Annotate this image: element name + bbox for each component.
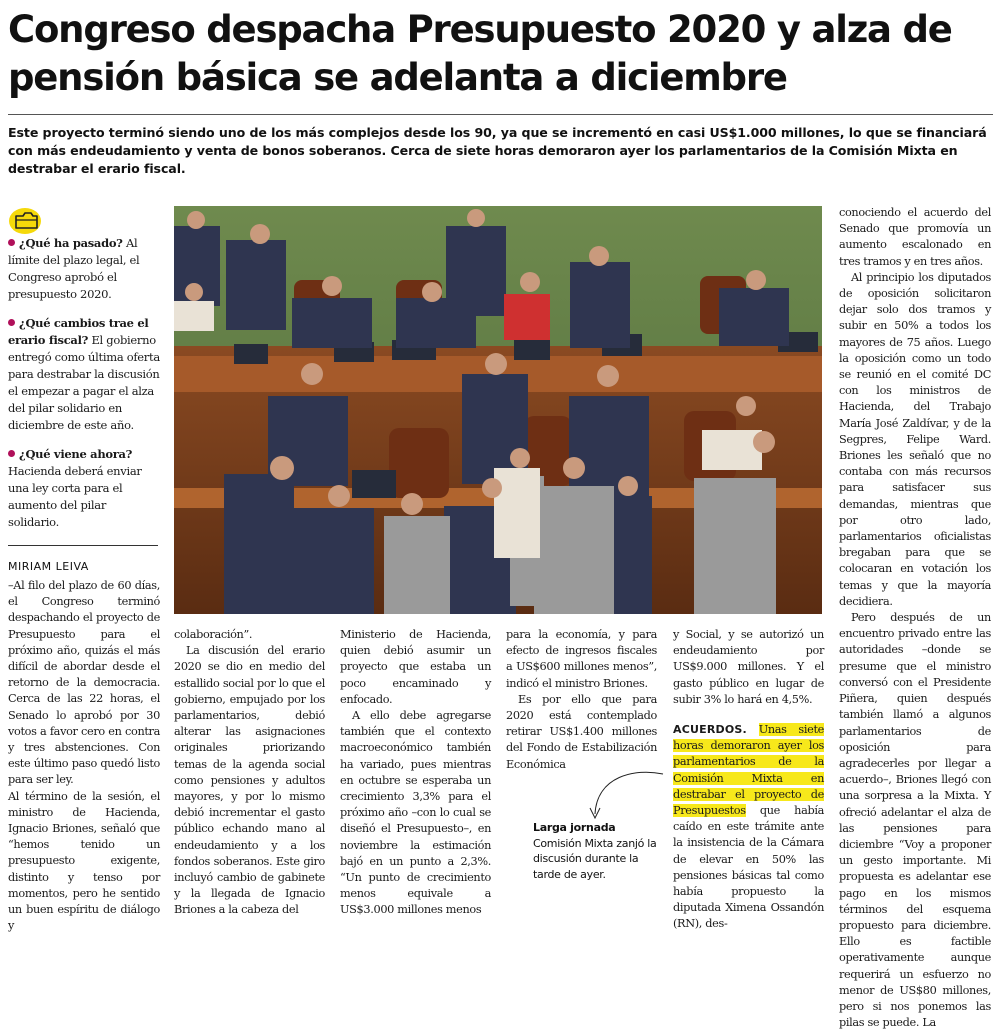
caption-title: Larga jornada xyxy=(533,821,616,834)
paragraph: Es por ello que para 2020 está contemplado retirar US$1.400 millones del Fondo de Estabilización Económica xyxy=(506,692,657,771)
bullet-icon xyxy=(8,319,15,326)
body-column-3 xyxy=(340,627,491,919)
faq-answer: Hacienda deberá enviar una ley corta para el aumento del pilar solidario. xyxy=(8,464,142,529)
faq-answer: El gobierno entregó como última oferta para destrabar la discusión el empezar a pagar el alza del pilar solidario en diciembre de este año. xyxy=(8,333,160,432)
body-column-4 xyxy=(506,627,657,773)
faq-item xyxy=(8,315,160,434)
faq-question: ¿Qué ha pasado? xyxy=(19,236,123,250)
section-kicker: ACUERDOS. xyxy=(673,723,747,737)
congress-photo xyxy=(174,206,822,614)
paragraph: para la economía, y para efecto de ingresos fiscales a US$600 millones menos”, indicó el ministro Briones. xyxy=(506,628,657,690)
caption-text: Comisión Mixta zanjó la discusión durante la tarde de ayer. xyxy=(533,836,657,881)
paragraph: colaboración”. xyxy=(174,628,253,641)
briefcase-icon xyxy=(8,204,44,234)
faq-answer: Al límite del plazo legal, el Congreso aprobó el presupuesto 2020. xyxy=(8,236,140,301)
caption-arrow-icon xyxy=(585,770,665,822)
text-run: que había caído en este trámite ante la insistencia de la Cámara de elevar en 50% las pensiones básicas tal como había propuesto la diputada Ximena Ossandón (RN), des- xyxy=(673,804,824,931)
headline-rule xyxy=(8,114,993,115)
paragraph: Ministerio de Hacienda, quien debió asumir un proyecto que estaba un poco encaminado y enfocado. xyxy=(340,628,491,706)
paragraph: Al principio los diputados de oposición solicitaron dejar solo dos tramos y subir en 50% a todos los mayores de 75 años. Luego la oposición como un todo se reunió en el comité DC con los ministros de Hacienda, del Trabajo María José Zaldívar, y de la Segpres, Felipe Ward. Briones les señaló que no contaba con más recursos para satisfacer sus demandas, mientras que por otro lado, parlamentarios oficialistas bregaban para que se colocaran en votación los temas y que la mayoría decidiera. xyxy=(839,270,991,608)
faq-item xyxy=(8,446,160,531)
paragraph: conociendo el acuerdo del Senado que promovía un aumento escalonado en tres tramos y en tres años. xyxy=(839,206,991,268)
bullet-icon xyxy=(8,450,15,457)
paragraph: A ello debe agregarse también que el contexto macroeconómico también ha variado, pues mientras en octubre se esperaba un crecimiento 3,3% para el próximo año –con lo cual se diseñó el Presupuesto–, en noviembre la estimación bajó en un punto a 2,3%. “Un punto de crecimiento menos equivale a US$3.000 millones menos xyxy=(340,709,491,917)
deck: Este proyecto terminó siendo uno de los más complejos desde los 90, ya que se incrementó en casi US$1.000 millones, lo que se financiará con más endeudamiento y venta de bonos soberanos. Cerca de siete horas demoraron ayer los parlamentarios de la Comisión Mixta en destrabar el erario fiscal. xyxy=(8,125,987,176)
paragraph: La discusión del erario 2020 se dio en medio del estallido social por lo que el gobierno, empujado por los parlamentarios, debió alterar las asignaciones originales priorizando temas de la agenda social como pensiones y adultos mayores, y por lo mismo debió incrementar el gasto público echando mano al endeudamiento y a los fondos soberanos. Este giro incluyó cambio de gabinete y la llegada de Ignacio Briones a la cabeza del xyxy=(174,644,325,917)
paragraph: Pero después de un encuentro privado entre las autoridades –donde se presume que el ministro conversó con el Presidente Piñera, quien después también llamó a algunos parlamentarios de oposición para agradecerles por llegar a acuerdo–, Briones llegó con una sorpresa a la Mixta. Y ofreció adelantar el alza de las pensiones para diciembre “Voy a proponer un gesto importante. Mi propuesta es adelantar ese pago en los mismos términos del esquema propuesto para diciembre. Ello es factible operativamente aunque requerirá un esfuerzo no menor de US$80 millones, pero si nos ponemos las pilas se puede. La xyxy=(839,611,991,1030)
byline: MIRIAM LEIVA xyxy=(8,560,89,573)
faq-question: ¿Qué cambios trae el erario fiscal? xyxy=(8,316,149,347)
faq-sidebar xyxy=(8,235,160,543)
headline: Congreso despacha Presupuesto 2020 y alza de pensión básica se adelanta a diciembre xyxy=(8,8,952,99)
faq-item xyxy=(8,235,160,303)
body-column-2 xyxy=(174,627,325,919)
paragraph: Al término de la sesión, el ministro de Hacienda, Ignacio Briones, señaló que “hemos tenido un presupuesto exigente, distinto y tenso por momentos, pero he sentido un buen espíritu de diálogo y xyxy=(8,789,160,933)
body-column-1 xyxy=(8,578,160,934)
bullet-icon xyxy=(8,239,15,246)
photo-caption xyxy=(533,820,661,882)
paragraph: y Social, y se autorizó un endeudamiento por US$9.000 millones. Y el gasto público en lugar de subir 3% lo hará en 4,5%. xyxy=(673,628,824,706)
body-column-5 xyxy=(673,627,824,933)
highlighted-text: Unas siete horas demoraron ayer los parlamentarios de la Comisión Mixta en destrabar el proyecto de Presupuestos xyxy=(673,723,824,818)
faq-question: ¿Qué viene ahora? xyxy=(19,447,133,461)
paragraph xyxy=(673,722,824,933)
byline-divider xyxy=(8,545,158,546)
body-column-6 xyxy=(839,205,991,1031)
paragraph: –Al filo del plazo de 60 días, el Congreso terminó despachando el proyecto de Presupuesto para el próximo año, quizás el más difícil de abordar desde el retorno de la democracia. Cerca de las 22 horas, el Senado lo aprobó por 30 votos a favor cero en contra y tres abstenciones. Con este último paso quedó listo para ser ley. xyxy=(8,579,160,787)
